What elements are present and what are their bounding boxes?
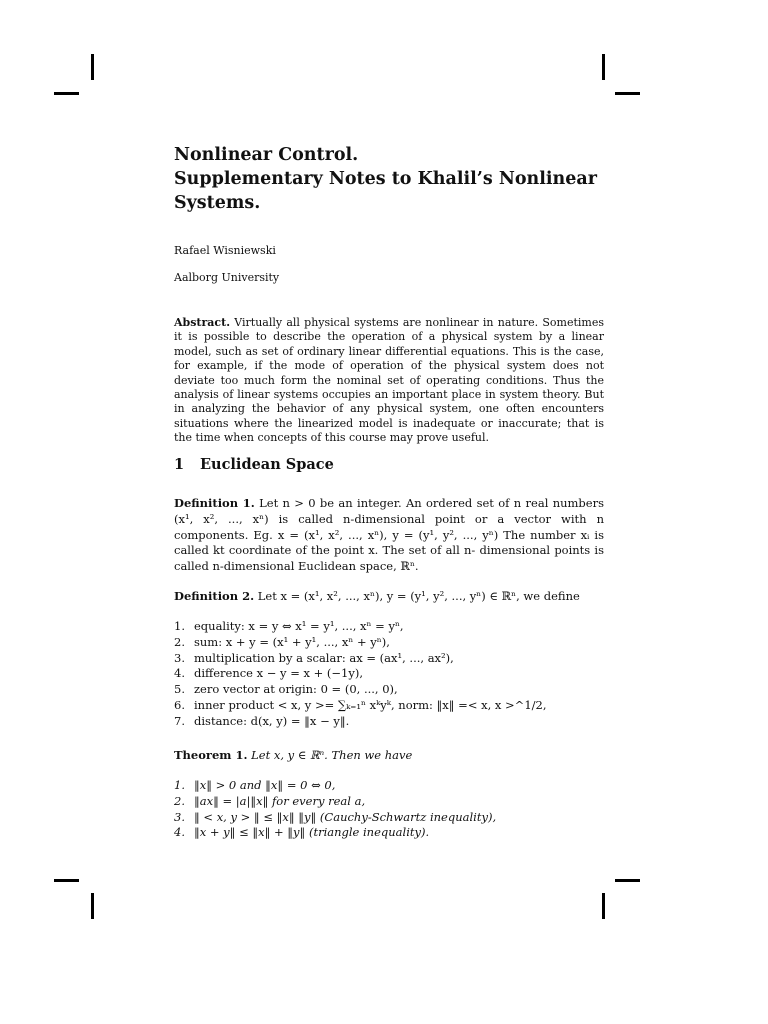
list-item <box>174 714 604 730</box>
definition-text: Let x = (x¹, x², ..., xⁿ), y = (y¹, y², ..., yⁿ) ∈ ℝⁿ, we define <box>257 589 580 603</box>
item-number: 4. <box>174 666 185 681</box>
section-number: 1 <box>174 456 185 473</box>
item-text: ‖x + y‖ ≤ ‖x‖ + ‖y‖ (triangle inequality). <box>194 825 430 840</box>
crop-mark-top-right-horizontal <box>615 92 640 95</box>
list-item <box>174 666 604 682</box>
item-text: equality: x = y ⇔ x¹ = y¹, ..., xⁿ = yⁿ, <box>194 619 404 633</box>
crop-mark-bottom-left-vertical <box>91 893 94 919</box>
title-line: Supplementary Notes to Khalil’s Nonlinear <box>174 169 597 189</box>
item-number: 2. <box>174 793 185 808</box>
abstract-label: Abstract. <box>174 316 231 329</box>
item-text: inner product < x, y >= ∑ₖ₌₁ⁿ xᵏyᵏ, norm: ‖x‖ =< x, x >^1/2, <box>194 697 547 712</box>
definition-1 <box>174 496 604 575</box>
crop-mark-bottom-right-horizontal <box>615 879 640 882</box>
author-name: Rafael Wisniewski <box>174 244 276 257</box>
crop-mark-top-right-vertical <box>602 54 605 80</box>
item-number: 6. <box>174 697 185 712</box>
item-text: sum: x + y = (x¹ + y¹, ..., xⁿ + yⁿ), <box>194 634 390 649</box>
theorem-text: Let x, y ∈ ℝⁿ. Then we have <box>251 748 413 762</box>
list-item <box>174 698 604 714</box>
title-line: Systems. <box>174 193 261 213</box>
section-title: Euclidean Space <box>200 456 334 473</box>
crop-mark-top-left-horizontal <box>54 92 79 95</box>
list-item <box>174 810 604 826</box>
list-item <box>174 651 604 667</box>
section-heading <box>174 456 604 473</box>
list-item <box>174 635 604 651</box>
theorem-1-list <box>174 778 604 841</box>
crop-mark-top-left-vertical <box>91 54 94 80</box>
list-item <box>174 794 604 810</box>
item-text: distance: d(x, y) = ‖x − y‖. <box>194 713 350 728</box>
item-text: ‖x‖ > 0 and ‖x‖ = 0 ⇔ 0, <box>194 778 336 792</box>
crop-mark-bottom-left-horizontal <box>54 879 79 882</box>
item-number: 7. <box>174 713 185 728</box>
list-item <box>174 619 604 635</box>
item-text: ‖ax‖ = |a|‖x‖ for every real a, <box>194 793 366 808</box>
item-text: multiplication by a scalar: ax = (ax¹, ..., ax²), <box>194 650 454 665</box>
abstract <box>174 316 604 446</box>
paper-title <box>174 143 604 215</box>
list-item <box>174 778 604 794</box>
definition-label: Definition 1. <box>174 496 255 510</box>
item-number: 4. <box>174 825 185 840</box>
theorem-label: Theorem 1. <box>174 748 248 762</box>
item-text: ‖ < x, y > ‖ ≤ ‖x‖ ‖y‖ (Cauchy-Schwartz inequality), <box>194 809 497 824</box>
item-number: 5. <box>174 682 185 697</box>
item-text: zero vector at origin: 0 = (0, ..., 0), <box>194 682 398 697</box>
item-text: difference x − y = x + (−1y), <box>194 666 364 681</box>
definition-label: Definition 2. <box>174 589 255 603</box>
definition-2 <box>174 589 604 605</box>
item-number: 3. <box>174 650 185 665</box>
item-number: 1. <box>174 619 185 633</box>
list-item <box>174 825 604 841</box>
title-line: Nonlinear Control. <box>174 145 359 165</box>
definition-2-list <box>174 619 604 730</box>
theorem-1 <box>174 748 604 764</box>
affiliation: Aalborg University <box>174 271 280 284</box>
item-number: 1. <box>174 778 185 792</box>
item-number: 2. <box>174 634 185 649</box>
list-item <box>174 682 604 698</box>
definition-text: Let n > 0 be an integer. An ordered set of n real numbers (x¹, x², ..., xⁿ) is called n-dimensional point or a vector with n components. Eg. x = (x¹, x², ..., xⁿ), y = (y¹, y², ..., yⁿ) The number xᵢ is called kt coordinate of the point x. The set of all n- dimensional points is called n-dimensional Euclidean space, ℝⁿ. <box>174 496 604 574</box>
item-number: 3. <box>174 809 185 824</box>
crop-mark-bottom-right-vertical <box>602 893 605 919</box>
abstract-text: Virtually all physical systems are nonlinear in nature. Sometimes it is possible to describe the operation of a physical system by a linear model, such as set of ordinary linear differential equations. This is the case, for example, if the mode of operation of the physical system does not deviate too much form the nominal set of operating conditions. Thus the analysis of linear systems occupies an important place in system theory. But in analyzing the behavior of any physical system, one often encounters situations where the linearized model is inadequate or inaccurate; that is the time when concepts of this course may prove useful. <box>174 316 604 445</box>
